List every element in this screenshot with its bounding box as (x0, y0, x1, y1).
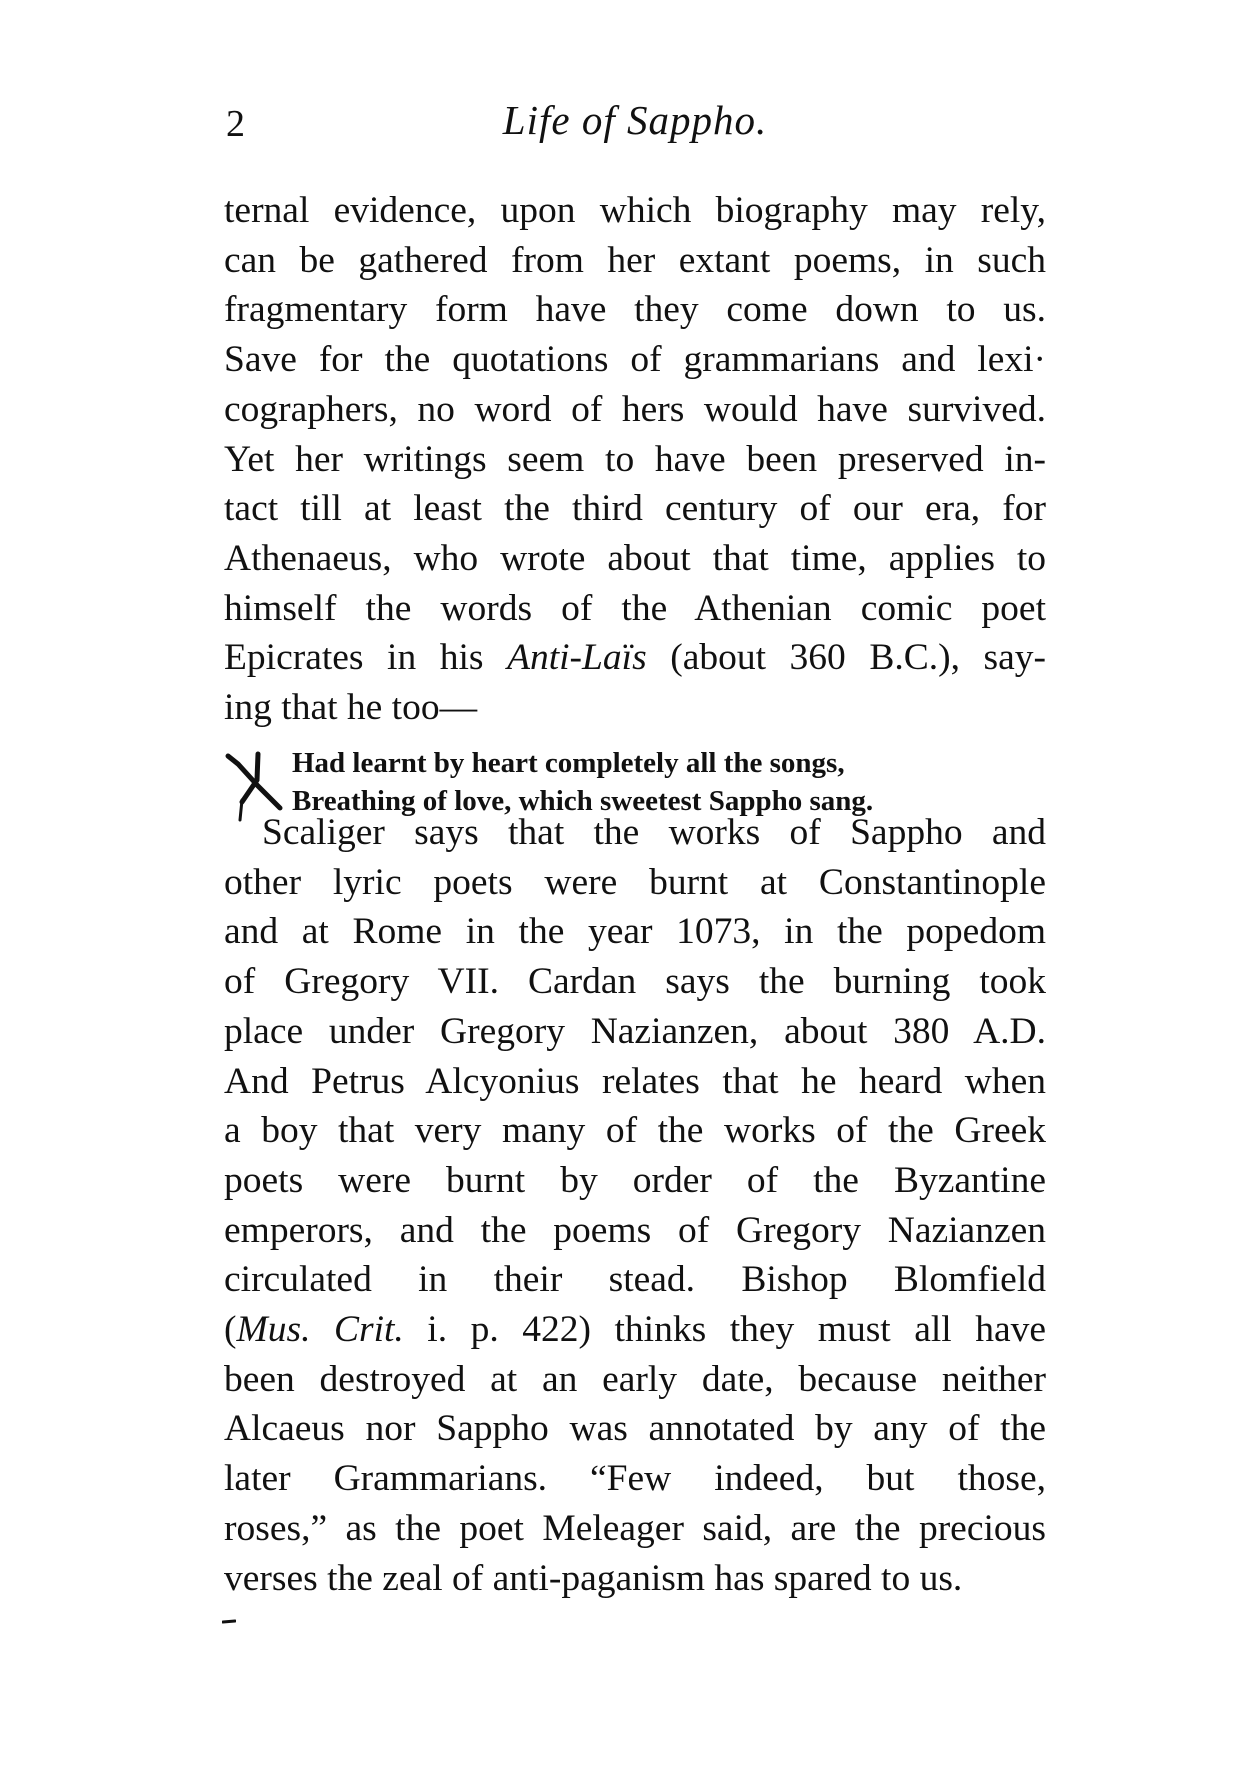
text-line-with-title (224, 633, 1046, 683)
text-line: circulated in their stead. Bishop Blomfield (224, 1259, 1046, 1301)
citation-mus-crit: Mus. Crit. (236, 1309, 404, 1351)
text-line: verses the zeal of anti-paganism has spared to us. (224, 1557, 963, 1599)
page-number: 2 (226, 103, 245, 145)
text-line: poets were burnt by order of the Byzantine (224, 1159, 1046, 1201)
text-line: Yet her writings seem to have been preserved in- (224, 438, 1046, 480)
line-text-after: i. p. 422) thinks they must all have (403, 1309, 1046, 1351)
text-line: ing that he too— (224, 687, 478, 729)
paragraph-1 (224, 186, 1046, 733)
text-line-with-citation (224, 1305, 1046, 1355)
text-line: cographers, no word of hers would have survived. (224, 388, 1046, 430)
work-title-anti-lais: Anti-Laïs (507, 637, 647, 679)
text-line: himself the words of the Athenian comic poet (224, 587, 1046, 629)
text-line: emperors, and the poems of Gregory Nazianzen (224, 1209, 1046, 1251)
text-line: Scaliger says that the works of Sappho and (262, 812, 1046, 853)
text-line: ternal evidence, upon which biography may rely, (224, 190, 1046, 231)
text-line: place under Gregory Nazianzen, about 380 A.D. (224, 1010, 1046, 1052)
text-line: tact till at least the third century of our era, for (224, 488, 1046, 530)
line-text-before: Epicrates in his (224, 637, 508, 679)
verse-line: Breathing of love, which sweetest Sappho sang. (292, 785, 874, 817)
text-line: been destroyed at an early date, because neither (224, 1358, 1046, 1400)
text-line: roses,” as the poet Meleager said, are the precious (224, 1507, 1046, 1549)
text-line: and at Rome in the year 1073, in the popedom (224, 911, 1046, 953)
text-line: other lyric poets were burnt at Constantinople (224, 861, 1046, 903)
text-line: a boy that very many of the works of the Greek (224, 1110, 1046, 1152)
text-line: can be gathered from her extant poems, in such (224, 239, 1046, 281)
text-line: fragmentary form have they come down to us. (224, 289, 1046, 331)
text-line: Save for the quotations of grammarians and lexi· (224, 339, 1046, 381)
text-line: And Petrus Alcyonius relates that he heard when (224, 1060, 1046, 1102)
citation-open-paren: ( (224, 1309, 237, 1351)
line-text-after: (about 360 B.C.), say- (646, 637, 1046, 679)
verse-line: Had learnt by heart completely all the songs, (292, 747, 845, 779)
text-line: Athenaeus, who wrote about that time, applies to (224, 537, 1046, 579)
paragraph-2 (224, 808, 1046, 1603)
margin-tick-mark (222, 1618, 236, 1626)
text-line: Alcaeus nor Sappho was annotated by any of the (224, 1408, 1046, 1450)
text-line: of Gregory VII. Cardan says the burning took (224, 961, 1046, 1003)
page-header (224, 96, 1046, 156)
running-title: Life of Sappho. (502, 97, 768, 143)
text-line: later Grammarians. “Few indeed, but those, (224, 1458, 1046, 1500)
